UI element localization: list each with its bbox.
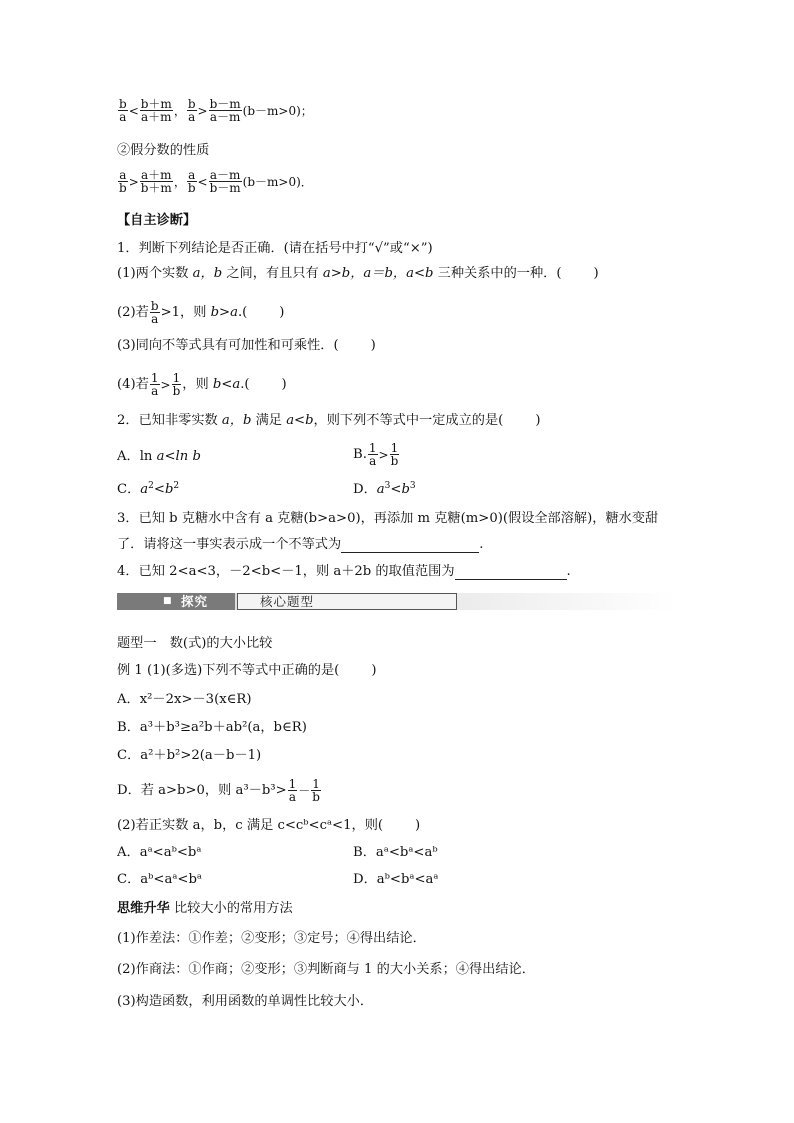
q2-option-b[interactable]: B. $\frac{1}{a}$ > $\frac{1}{b}$ [353, 441, 399, 468]
example-1-option-c[interactable]: C．a²＋b²>2(a－b－1) [117, 748, 262, 763]
banner-label-right: 核心题型 [237, 593, 457, 610]
method-3: (3)构造函数，利用函数的单调性比较大小． [117, 994, 374, 1009]
banner-label-left: ■ 探究 [117, 593, 235, 610]
answer-blank[interactable] [455, 565, 567, 580]
fraction: $\frac{a-m}{b-m}$ [209, 168, 241, 195]
fraction: $\frac{1}{a}$ [150, 371, 159, 398]
improper-fraction-line: $\frac{a}{b}$ > $\frac{a+m}{b+m}$ ， $\frac{a}{b}$ < $\frac{a-m}{b-m}$ (b－m>0)． [119, 168, 313, 195]
fraction: $\frac{1}{a}$ [368, 441, 377, 468]
method-2: (2)作商法：①作商；②变形；③判断商与 1 的大小关系；④得出结论． [117, 962, 535, 977]
fraction: $\frac{b}{a}$ [119, 97, 127, 124]
example-1-part-2-option-b[interactable]: B．aᵃ<bᵃ<aᵇ [353, 845, 438, 860]
q1-statement-1: (1)两个实数 a，b 之间，有且只有 a>b，a＝b，a<b 三种关系中的一种．( ) [117, 266, 599, 281]
fraction: $\frac{b-m}{a-m}$ [209, 97, 241, 124]
q2-stem: 2．已知非零实数 a，b 满足 a<b，则下列不等式中一定成立的是( ) [117, 413, 541, 428]
example-1-option-b[interactable]: B．a³＋b³≥a²b＋ab²(a，b∈R) [117, 720, 307, 735]
fraction: $\frac{1}{a}$ [288, 777, 297, 804]
fraction: $\frac{a}{b}$ [187, 168, 196, 195]
example-1-part-2-option-d[interactable]: D．aᵇ<bᵃ<aᵃ [353, 872, 439, 887]
method-1: (1)作差法：①作差；②变形；③定号；④得出结论． [117, 931, 426, 946]
example-1-option-d[interactable]: D．若 a>b>0，则 a³－b³> $\frac{1}{a}$ － $\frac{1}{b}$ [117, 777, 320, 804]
true-fraction-line: $\frac{b}{a}$ < $\frac{b+m}{a+m}$ ， $\frac{b}{a}$ > $\frac{b-m}{a-m}$ (b－m>0)； [119, 97, 313, 124]
section-banner [117, 593, 677, 610]
fraction: $\frac{1}{b}$ [312, 777, 320, 804]
q1-statement-3: (3)同向不等式具有可加性和可乘性．( ) [117, 338, 376, 353]
answer-blank[interactable] [341, 538, 479, 553]
fraction: $\frac{b}{a}$ [150, 299, 159, 326]
q1-statement-4: (4)若 $\frac{1}{a}$ > $\frac{1}{b}$ ，则 b<a.( ) [117, 371, 287, 398]
topic-title: 题型一 数(式)的大小比较 [117, 636, 273, 651]
q3-line-2: 了．请将这一事实表示成一个不等式为 . [117, 537, 484, 552]
example-1-part-2-option-c[interactable]: C．aᵇ<aᵃ<bᵃ [117, 872, 202, 887]
square-icon: ■ [163, 596, 172, 606]
q1-stem: 1．判断下列结论是否正确．(请在括号中打“√”或“×”) [117, 241, 433, 256]
q1-statement-2: (2)若 $\frac{b}{a}$ >1，则 b>a.( ) [117, 299, 285, 326]
fraction: $\frac{b+m}{a+m}$ [140, 97, 172, 124]
q3-line-1: 3．已知 b 克糖水中含有 a 克糖(b>a>0)，再添加 m 克糖(m>0)(假设全部溶解)，糖水变甜 [117, 511, 659, 526]
thinking-summary-title: 思维升华 比较大小的常用方法 [117, 901, 293, 916]
fraction: $\frac{a+m}{b+m}$ [140, 168, 172, 195]
fraction: $\frac{1}{b}$ [390, 441, 399, 468]
fraction: $\frac{b}{a}$ [187, 97, 196, 124]
self-diagnosis-title: 【自主诊断】 [117, 213, 197, 228]
fraction: $\frac{a}{b}$ [119, 168, 127, 195]
q2-option-a[interactable]: A．ln a<ln b [117, 449, 201, 464]
example-1-option-a[interactable]: A．x²－2x>－3(x∈R) [117, 692, 252, 707]
example-1-part-2-option-a[interactable]: A．aᵃ<aᵇ<bᵃ [117, 845, 202, 860]
improper-fraction-title: ②假分数的性质 [117, 143, 210, 158]
example-1-stem: 例 1 (1)(多选)下列不等式中正确的是( ) [117, 663, 377, 678]
q2-option-d[interactable]: D．$a^3<b^3$ [353, 481, 416, 497]
q2-option-c[interactable]: C．$a^2<b^2$ [117, 481, 180, 497]
example-1-part-2-stem: (2)若正实数 a，b，c 满足 c<cᵇ<cᵃ<1，则( ) [117, 818, 421, 833]
fraction: $\frac{1}{b}$ [172, 371, 181, 398]
q4-line: 4．已知 2<a<3，－2<b<－1，则 a＋2b 的取值范围为 . [117, 564, 571, 579]
